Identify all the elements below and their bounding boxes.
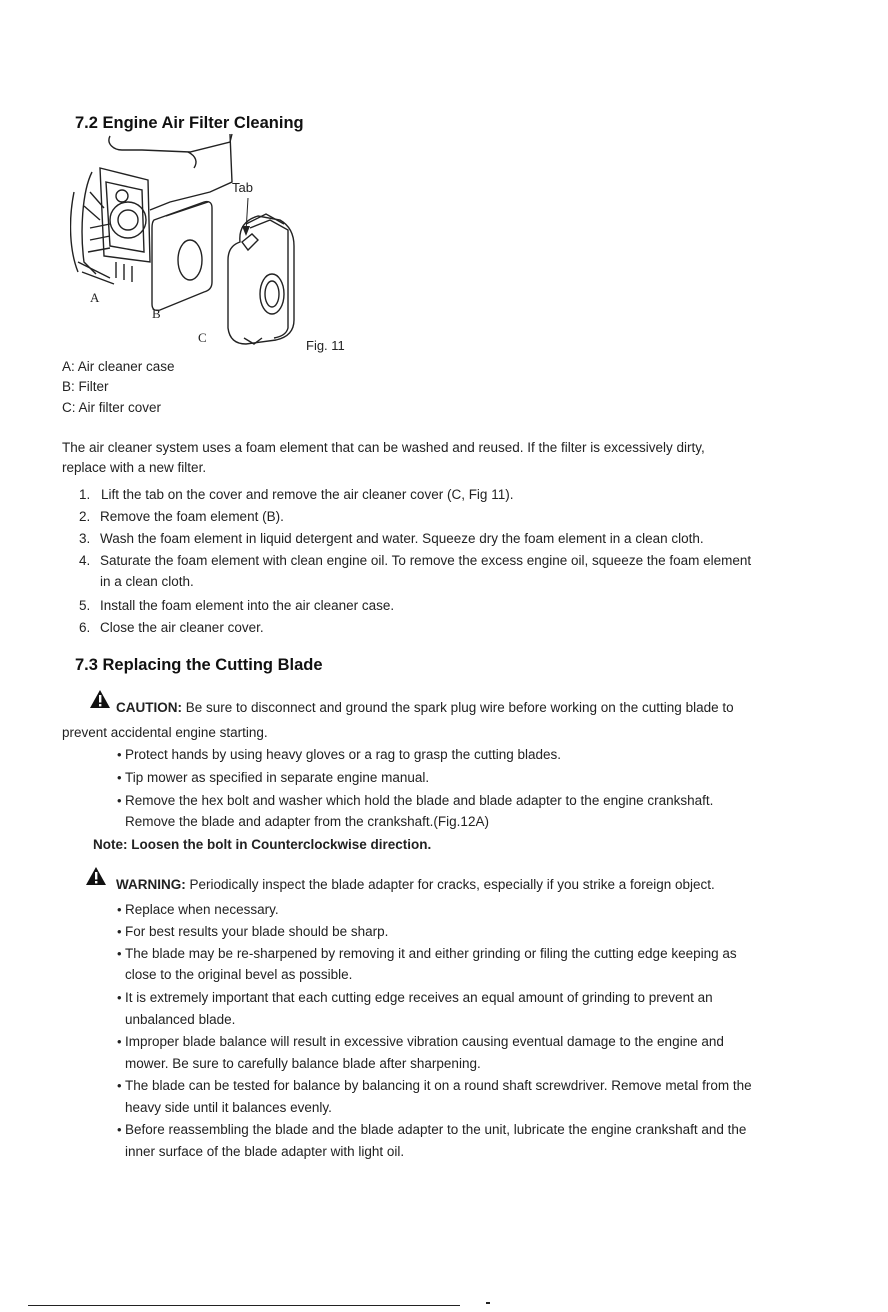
warning-bullet-text: close to the original bevel as possible. <box>125 967 353 982</box>
legend-item: C: Air filter cover <box>62 400 162 415</box>
part-a-label: A <box>90 290 100 305</box>
step-number: 2. <box>79 509 91 524</box>
caution-bullet-text: Tip mower as specified in separate engine manual. <box>125 770 430 785</box>
caution-bullet-text: Protect hands by using heavy gloves or a rag to grasp the cutting blades. <box>125 747 562 762</box>
step-number: 6. <box>79 620 91 635</box>
tab-pointer-arrow <box>242 226 250 236</box>
warning-text: Periodically inspect the blade adapter for cracks, especially if you strike a foreign object. <box>189 877 715 892</box>
step-text: Install the foam element into the air cleaner case. <box>100 598 395 613</box>
section-72-heading: 7.2 Engine Air Filter Cleaning <box>75 114 304 132</box>
section-73-heading: 7.3 Replacing the Cutting Blade <box>75 656 323 674</box>
caution-icon <box>89 689 111 709</box>
bullet-dot: • <box>117 924 122 939</box>
warning-bullet-text: Before reassembling the blade and the blade adapter to the unit, lubricate the engine crankshaft and the <box>125 1122 747 1137</box>
warning-bullet-text: inner surface of the blade adapter with light oil. <box>125 1144 405 1159</box>
step-number: 4. <box>79 553 91 568</box>
step-number: 3. <box>79 531 91 546</box>
air-filter-diagram <box>70 132 370 357</box>
warning-bullet-text: mower. Be sure to carefully balance blade after sharpening. <box>125 1056 481 1071</box>
bullet-dot: • <box>117 902 122 917</box>
step-text: Saturate the foam element with clean engine oil. To remove the excess engine oil, squeeze the foam element <box>100 553 752 568</box>
step-number: 1. <box>79 487 91 502</box>
warning-line <box>116 877 715 893</box>
bullet-dot: • <box>117 747 122 762</box>
warning-bullet-text: For best results your blade should be sharp. <box>125 924 389 939</box>
caution-bullet-text: Remove the blade and adapter from the crankshaft.(Fig.12A) <box>125 814 489 829</box>
warning-icon <box>85 866 107 886</box>
step-text: Close the air cleaner cover. <box>100 620 264 635</box>
warning-bullet-text: The blade may be re-sharpened by removing it and either grinding or filing the cutting edge keeping as <box>125 946 737 961</box>
step-text: Wash the foam element in liquid detergent and water. Squeeze dry the foam element in a clean cloth. <box>100 531 704 546</box>
bullet-dot: • <box>117 946 122 961</box>
caution-line <box>116 700 734 716</box>
legend-item: B: Filter <box>62 379 109 394</box>
bullet-dot: • <box>117 1034 122 1049</box>
step-number: 5. <box>79 598 91 613</box>
bullet-dot: • <box>117 793 122 808</box>
part-b-label: B <box>152 306 161 321</box>
part-c-label: C <box>198 330 207 345</box>
warning-label: WARNING: <box>116 877 186 892</box>
note-text: Note: Loosen the bolt in Counterclockwise direction. <box>93 837 432 852</box>
warning-bullet-text: heavy side until it balances evenly. <box>125 1100 332 1115</box>
bullet-dot: • <box>117 1122 122 1137</box>
intro-line: replace with a new filter. <box>62 460 207 475</box>
legend-item: A: Air cleaner case <box>62 359 175 374</box>
warning-bullet-text: Replace when necessary. <box>125 902 279 917</box>
figure-caption: Fig. 11 <box>306 338 345 353</box>
footer-mark <box>486 1302 490 1304</box>
warning-bullet-text: Improper blade balance will result in excessive vibration causing eventual damage to the engine and <box>125 1034 724 1049</box>
warning-bullet-text: The blade can be tested for balance by balancing it on a round shaft screwdriver. Remove metal from the <box>125 1078 752 1093</box>
engine-housing <box>71 134 232 284</box>
warning-bullet-text: It is extremely important that each cutting edge receives an equal amount of grinding to prevent an <box>125 990 713 1005</box>
step-text: Remove the foam element (B). <box>100 509 284 524</box>
tab-label: Tab <box>232 180 253 195</box>
step-text: in a clean cloth. <box>100 574 194 589</box>
footer-rule <box>28 1305 460 1306</box>
caution-text: Be sure to disconnect and ground the spark plug wire before working on the cutting blade to <box>185 700 734 715</box>
filter-cover-c <box>228 214 294 344</box>
caution-text-continued: prevent accidental engine starting. <box>62 725 268 740</box>
foam-filter-b <box>152 202 212 311</box>
bullet-dot: • <box>117 770 122 785</box>
intro-line: The air cleaner system uses a foam element that can be washed and reused. If the filter is excessively dirty, <box>62 440 705 455</box>
caution-bullet-text: Remove the hex bolt and washer which hold the blade and blade adapter to the engine crankshaft. <box>125 793 714 808</box>
bullet-dot: • <box>117 1078 122 1093</box>
step-text: Lift the tab on the cover and remove the air cleaner cover (C, Fig 11). <box>101 487 514 502</box>
caution-label: CAUTION: <box>116 700 182 715</box>
warning-bullet-text: unbalanced blade. <box>125 1012 236 1027</box>
bullet-dot: • <box>117 990 122 1005</box>
